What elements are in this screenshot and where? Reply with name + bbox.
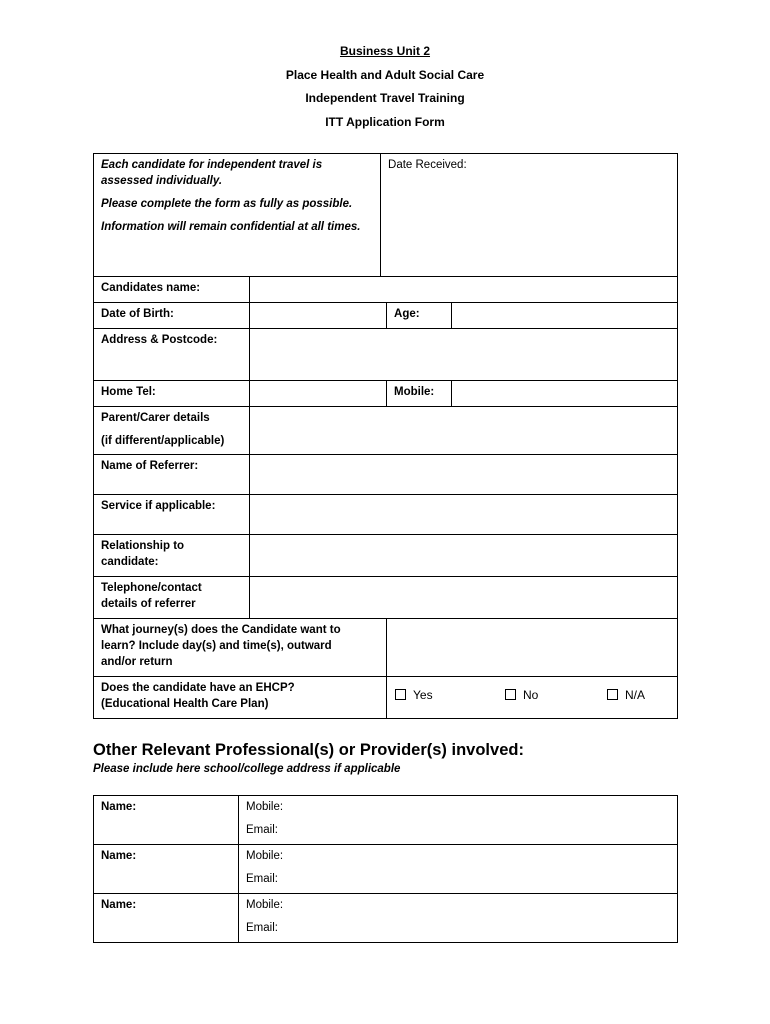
checkbox-icon xyxy=(395,689,406,700)
application-form-table xyxy=(93,153,678,719)
ehcp-no-label: No xyxy=(523,688,539,702)
professional-email-label: Email: xyxy=(246,873,278,885)
journey-label-line3: and/or return xyxy=(101,656,173,668)
dob-label: Date of Birth: xyxy=(94,303,250,329)
intro-row xyxy=(94,154,678,277)
journey-field[interactable] xyxy=(387,619,678,677)
professional-contact-cell[interactable] xyxy=(239,894,678,943)
relationship-label-line1: Relationship to xyxy=(101,540,185,552)
dob-field[interactable] xyxy=(250,303,387,329)
programme-title: Independent Travel Training xyxy=(305,91,465,105)
business-unit-title: Business Unit 2 xyxy=(339,44,431,58)
professional-name-label[interactable]: Name: xyxy=(94,845,239,894)
parent-carer-label-line1: Parent/Carer details xyxy=(101,412,210,424)
service-row xyxy=(94,495,678,535)
relationship-label-line2: candidate: xyxy=(101,556,159,568)
professional-contact-cell[interactable] xyxy=(239,796,678,845)
referrer-telephone-label-line2: details of referrer xyxy=(101,598,196,610)
ehcp-label xyxy=(94,677,387,719)
ehcp-options-cell xyxy=(387,677,678,719)
ehcp-na-label: N/A xyxy=(625,688,646,702)
professionals-section-subtitle: Please include here school/college address if applicable xyxy=(93,763,401,775)
professional-contact-cell[interactable] xyxy=(239,845,678,894)
department-title: Place Health and Adult Social Care xyxy=(285,68,485,82)
professional-email-label: Email: xyxy=(246,824,278,836)
ehcp-label-line2: (Educational Health Care Plan) xyxy=(101,698,269,710)
mobile-label: Mobile: xyxy=(387,381,452,407)
referrer-telephone-row xyxy=(94,577,678,619)
professional-email-label: Email: xyxy=(246,922,278,934)
intro-assessed-text: Each candidate for independent travel is assessed individually. xyxy=(101,159,323,187)
journey-label-line1: What journey(s) does the Candidate want to xyxy=(101,624,341,636)
ehcp-yes-checkbox[interactable] xyxy=(395,687,433,703)
ehcp-yes-label: Yes xyxy=(413,688,433,702)
professionals-table xyxy=(93,795,678,943)
parent-carer-row xyxy=(94,407,678,455)
ehcp-no-checkbox[interactable] xyxy=(505,687,538,703)
address-row xyxy=(94,329,678,381)
address-label: Address & Postcode: xyxy=(94,329,250,381)
date-received-label: Date Received: xyxy=(388,159,467,171)
checkbox-icon xyxy=(505,689,516,700)
dob-row xyxy=(94,303,678,329)
service-label: Service if applicable: xyxy=(94,495,250,535)
service-field[interactable] xyxy=(250,495,678,535)
candidate-name-label: Candidates name: xyxy=(94,277,250,303)
intro-confidential-text: Information will remain confidential at all times. xyxy=(101,221,361,233)
professional-name-label[interactable]: Name: xyxy=(94,894,239,943)
journey-label-line2: learn? Include day(s) and time(s), outward xyxy=(101,640,332,652)
referrer-name-field[interactable] xyxy=(250,455,678,495)
professional-row xyxy=(94,796,678,845)
date-received-field[interactable] xyxy=(381,154,678,277)
candidate-name-row xyxy=(94,277,678,303)
relationship-field[interactable] xyxy=(250,535,678,577)
home-tel-field[interactable] xyxy=(250,381,387,407)
age-field[interactable] xyxy=(452,303,678,329)
checkbox-icon xyxy=(607,689,618,700)
candidate-name-field[interactable] xyxy=(250,277,678,303)
phone-row xyxy=(94,381,678,407)
parent-carer-label xyxy=(94,407,250,455)
referrer-telephone-label-line1: Telephone/contact xyxy=(101,582,202,594)
ehcp-row xyxy=(94,677,678,719)
address-field[interactable] xyxy=(250,329,678,381)
ehcp-label-line1: Does the candidate have an EHCP? xyxy=(101,682,295,694)
referrer-name-row xyxy=(94,455,678,495)
relationship-row xyxy=(94,535,678,577)
intro-complete-text: Please complete the form as fully as possible. xyxy=(101,198,353,210)
age-label: Age: xyxy=(387,303,452,329)
professional-mobile-label: Mobile: xyxy=(246,850,284,862)
form-title: ITT Application Form xyxy=(325,115,445,129)
professional-row xyxy=(94,894,678,943)
professional-name-label[interactable]: Name: xyxy=(94,796,239,845)
relationship-label xyxy=(94,535,250,577)
professionals-section-title: Other Relevant Professional(s) or Provider(s) involved: xyxy=(93,741,524,759)
professional-mobile-label: Mobile: xyxy=(246,899,284,911)
intro-text-cell xyxy=(94,154,381,277)
referrer-telephone-field[interactable] xyxy=(250,577,678,619)
journey-row xyxy=(94,619,678,677)
journey-label xyxy=(94,619,387,677)
professional-mobile-label: Mobile: xyxy=(246,801,284,813)
ehcp-na-checkbox[interactable] xyxy=(607,687,645,703)
parent-carer-field[interactable] xyxy=(250,407,678,455)
mobile-field[interactable] xyxy=(452,381,678,407)
referrer-telephone-label xyxy=(94,577,250,619)
parent-carer-label-line2: (if different/applicable) xyxy=(101,435,225,447)
professional-row xyxy=(94,845,678,894)
home-tel-label: Home Tel: xyxy=(94,381,250,407)
referrer-name-label: Name of Referrer: xyxy=(94,455,250,495)
